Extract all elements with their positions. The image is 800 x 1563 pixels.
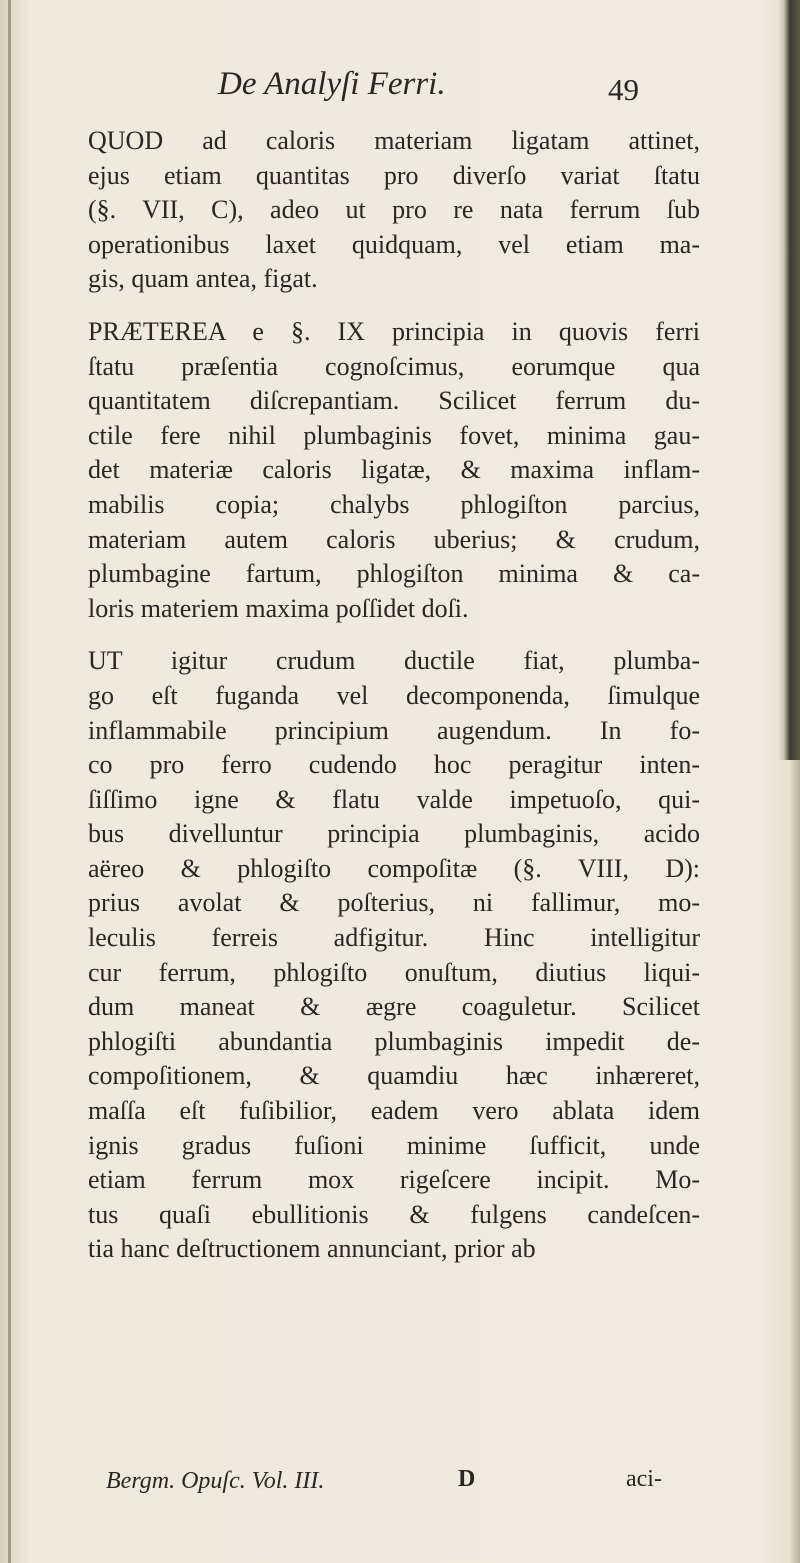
text-line: materiam autem caloris uberius; & crudum, [88, 524, 700, 554]
text-line: PRÆTEREA e §. IX principia in quovis ferri [88, 316, 700, 346]
page-header [100, 66, 680, 110]
text-line: det materiæ caloris ligatæ, & maxima inflam- [88, 455, 700, 485]
text-line: aëreo & phlogiſto compoſitæ (§. VIII, D): [88, 853, 700, 883]
body-text [88, 124, 700, 1267]
text-line: prius avolat & poſterius, ni fallimur, mo- [88, 888, 700, 918]
text-line: dum maneat & ægre coaguletur. Scilicet [88, 992, 700, 1022]
catchword: aci- [626, 1466, 662, 1492]
text-line: tus quaſi ebullitionis & fulgens candeſcen- [88, 1199, 700, 1229]
text-line: bus divelluntur principia plumbaginis, acido [88, 819, 700, 849]
text-line: tia hanc deſtructionem annunciant, prior ab [88, 1234, 536, 1264]
paragraph [88, 644, 700, 1267]
paragraph-gap [88, 297, 700, 315]
text-line: leculis ferreis adfigitur. Hinc intelligitur [88, 923, 700, 953]
signature-line: Bergm. Opuſc. Vol. III. [106, 1468, 325, 1494]
text-line: UT igitur crudum ductile fiat, plumba- [88, 646, 700, 676]
page-number: 49 [608, 72, 639, 107]
text-line: compoſitionem, & quamdiu hæc inhæreret, [88, 1061, 700, 1091]
text-line: mabilis copia; chalybs phlogiſton parcius, [88, 489, 700, 519]
signature-mark: D [458, 1466, 476, 1492]
text-line: operationibus laxet quidquam, vel etiam ma- [88, 229, 700, 259]
text-line: inflammabile principium augendum. In fo- [88, 715, 700, 745]
right-page-edge [778, 0, 800, 760]
text-line: phlogiſti abundantia plumbaginis impedit de- [88, 1026, 700, 1056]
paragraph-gap [88, 626, 700, 644]
text-line: ſtatu præſentia cognoſcimus, eorumque qua [88, 351, 700, 381]
paragraph [88, 315, 700, 626]
text-line: ejus etiam quantitas pro diverſo variat ſtatu [88, 160, 700, 190]
text-line: plumbagine fartum, phlogiſton minima & ca- [88, 559, 700, 589]
text-line: cur ferrum, phlogiſto onuſtum, diutius liqui- [88, 957, 700, 987]
text-line: (§. VII, C), adeo ut pro re nata ferrum ſub [88, 195, 700, 225]
left-gutter-shadow [8, 0, 11, 1563]
text-line: go eſt fuganda vel decomponenda, ſimulque [88, 680, 700, 710]
text-line: ctile fere nihil plumbaginis fovet, minima gau- [88, 420, 700, 450]
text-line: QUOD ad caloris materiam ligatam attinet, [88, 126, 700, 155]
text-line: ſiſſimo igne & flatu valde impetuoſo, qui- [88, 784, 700, 814]
running-title: De Analyſi Ferri. [218, 66, 446, 102]
text-line: loris materiem maxima poſſidet doſi. [88, 593, 469, 623]
text-line: etiam ferrum mox rigeſcere incipit. Mo- [88, 1165, 700, 1195]
text-line: gis, quam antea, figat. [88, 264, 318, 294]
page-footer [106, 1468, 692, 1502]
text-line: co pro ferro cudendo hoc peragitur inten- [88, 750, 700, 780]
paragraph [88, 124, 700, 297]
text-line: ignis gradus fuſioni minime ſufficit, unde [88, 1130, 700, 1160]
text-line: maſſa eſt fuſibilior, eadem vero ablata idem [88, 1096, 700, 1126]
text-line: quantitatem diſcrepantiam. Scilicet ferrum du- [88, 386, 700, 416]
right-page-edge-lower [790, 760, 800, 1563]
